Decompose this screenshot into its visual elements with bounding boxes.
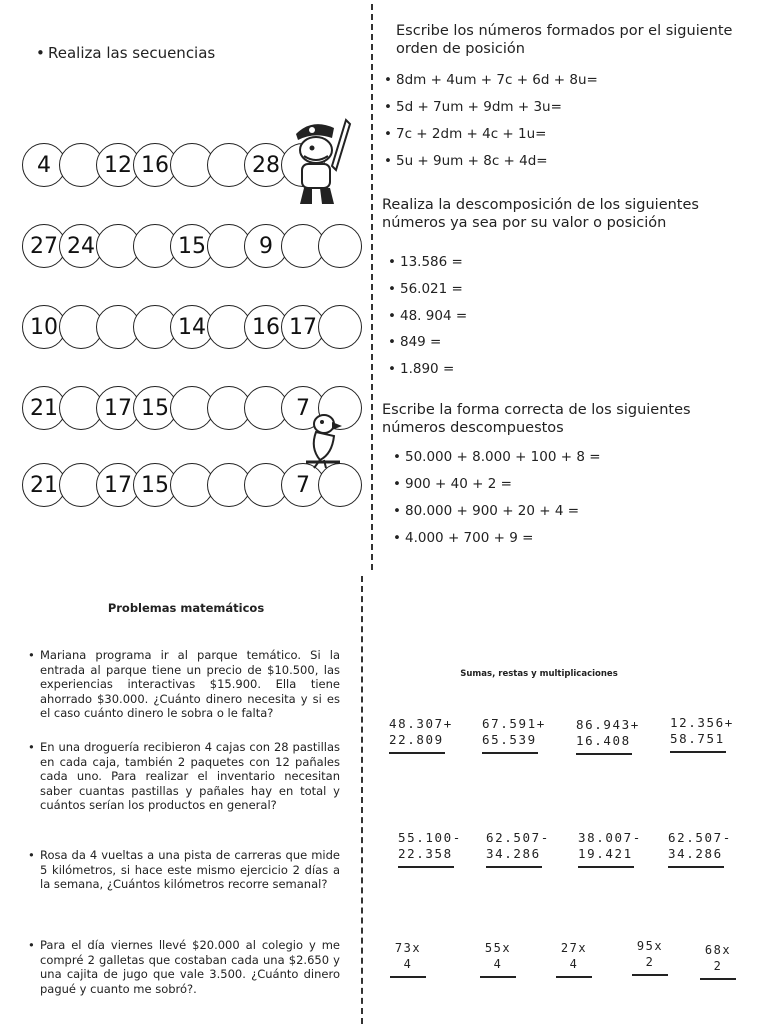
result-line (670, 751, 726, 753)
list-item: • 5u + 9um + 8c + 4d= (396, 153, 548, 169)
sequence-number: 27 (22, 224, 66, 268)
divider-top (371, 4, 373, 570)
sequence-number: 16 (133, 143, 177, 187)
result-line (486, 866, 542, 868)
sum-operation (389, 716, 453, 754)
operations-title: Sumas, restas y multiplicaciones (460, 669, 618, 679)
position-numbers-title: Escribe los números formados por el siguiente orden de posición (396, 23, 733, 57)
sequence-number: 15 (133, 463, 177, 507)
operand-top: 62.507- (486, 830, 550, 845)
operand-bottom: 22.358 (398, 846, 453, 861)
sequence-number: 17 (96, 463, 140, 507)
operand-bottom: 22.809 (389, 732, 444, 747)
list-item: • 4.000 + 700 + 9 = (405, 530, 533, 546)
sequence-number: 12 (96, 143, 140, 187)
operand-top: 62.507- (668, 830, 732, 845)
sequence-number: 7 (281, 463, 325, 507)
result-line (390, 976, 426, 978)
multiplication-operation (632, 938, 668, 976)
sequence-number: 21 (22, 386, 66, 430)
sequence-number: 21 (22, 463, 66, 507)
list-item: • 1.890 = (400, 361, 454, 377)
sequence-number: 10 (22, 305, 66, 349)
list-item: • 5d + 7um + 9dm + 3u= (396, 99, 562, 115)
sequence-number: 14 (170, 305, 214, 349)
list-item: • 8dm + 4um + 7c + 6d + 8u= (396, 72, 598, 88)
operand-top: 27x (560, 941, 588, 955)
sequence-number: 9 (244, 224, 288, 268)
sequences-title: • Realiza las secuencias (48, 44, 215, 62)
operand-bottom: 4 (569, 957, 579, 971)
divider-bottom (361, 576, 363, 1024)
result-line (480, 976, 516, 978)
operand-bottom: 16.408 (576, 733, 631, 748)
operand-top: 73x (394, 941, 422, 955)
operand-bottom: 2 (645, 955, 655, 969)
sequence-number: 17 (281, 305, 325, 349)
list-item: • 50.000 + 8.000 + 100 + 8 = (405, 449, 601, 465)
operand-top: 68x (704, 943, 732, 957)
result-line (668, 866, 724, 868)
operand-top: 12.356+ (670, 715, 734, 730)
list-item: • 900 + 40 + 2 = (405, 476, 512, 492)
subtraction-operation (486, 830, 550, 868)
result-line (632, 974, 668, 976)
list-item: • 56.021 = (400, 281, 463, 297)
sequence-number: 15 (170, 224, 214, 268)
multiplication-operation (700, 942, 736, 980)
operand-top: 55.100- (398, 830, 462, 845)
list-item: • 849 = (400, 334, 441, 350)
problem-item: • Para el día viernes llevé $20.000 al colegio y me compré 2 galletas que costaban cada una $2.650 y una cajita de jugo que vale 3.500. ¿Cuánto dinero pagué y cuanto me sobró?. (40, 938, 340, 996)
sequence-number: 24 (59, 224, 103, 268)
sum-operation (670, 715, 734, 753)
multiplication-operation (390, 940, 426, 978)
operand-bottom: 58.751 (670, 731, 725, 746)
result-line (398, 866, 454, 868)
subtraction-operation (668, 830, 732, 868)
composition-title: Escribe la forma correcta de los siguientes números descompuestos (382, 402, 691, 436)
list-item: • 7c + 2dm + 4c + 1u= (396, 126, 546, 142)
list-item: • 48. 904 = (400, 308, 467, 324)
list-item: • 13.586 = (400, 254, 463, 270)
sequence-blank[interactable] (318, 224, 362, 268)
result-line (556, 976, 592, 978)
sum-operation (482, 716, 546, 754)
sequence-number: 4 (22, 143, 66, 187)
result-line (700, 978, 736, 980)
operand-bottom: 4 (403, 957, 413, 971)
sequence-blank[interactable] (318, 305, 362, 349)
sequence-number: 28 (244, 143, 288, 187)
sequence-number: 16 (244, 305, 288, 349)
operand-top: 48.307+ (389, 716, 453, 731)
operand-bottom: 19.421 (578, 846, 633, 861)
problems-title: Problemas matemáticos (107, 601, 265, 615)
operand-top: 95x (636, 939, 664, 953)
operand-top: 67.591+ (482, 716, 546, 731)
pirate-illustration (282, 112, 352, 208)
sequence-number: 7 (281, 386, 325, 430)
operand-bottom: 34.286 (486, 846, 541, 861)
operand-top: 55x (484, 941, 512, 955)
multiplication-operation (556, 940, 592, 978)
decomposition-title: Realiza la descomposición de los siguientes números ya sea por su valor o posición (382, 197, 699, 231)
operand-bottom: 34.286 (668, 846, 723, 861)
operand-bottom: 65.539 (482, 732, 537, 747)
list-item: • 80.000 + 900 + 20 + 4 = (405, 503, 579, 519)
parrot-illustration (298, 410, 348, 470)
result-line (389, 752, 445, 754)
sum-operation (576, 717, 640, 755)
multiplication-operation (480, 940, 516, 978)
operand-bottom: 2 (713, 959, 723, 973)
result-line (578, 866, 634, 868)
problem-item: • En una droguería recibieron 4 cajas con 28 pastillas en cada caja, también 2 paquetes con 12 pañales cada uno. Para realizar el inventario necesitan saber cuantas pastillas y pañales hay en total y cuántos serían los productos en general? (40, 740, 340, 813)
operand-top: 86.943+ (576, 717, 640, 732)
problem-item: • Mariana programa ir al parque temático. Si la entrada al parque tiene un precio de $10.500, las experiencias interactivas $15.900. Ella tiene ahorrado $30.000. ¿Cuánto dinero necesita y si es el caso cuánto dinero le sobra o le falta? (40, 648, 340, 721)
subtraction-operation (398, 830, 462, 868)
sequence-number: 15 (133, 386, 177, 430)
subtraction-operation (578, 830, 642, 868)
sequence-number: 17 (96, 386, 140, 430)
operand-bottom: 4 (493, 957, 503, 971)
operand-top: 38.007- (578, 830, 642, 845)
result-line (576, 753, 632, 755)
problem-item: • Rosa da 4 vueltas a una pista de carreras que mide 5 kilómetros, si hace este mismo ejercicio 2 días a la semana, ¿Cuántos kilómetros recorre semanal? (40, 848, 340, 892)
result-line (482, 752, 538, 754)
